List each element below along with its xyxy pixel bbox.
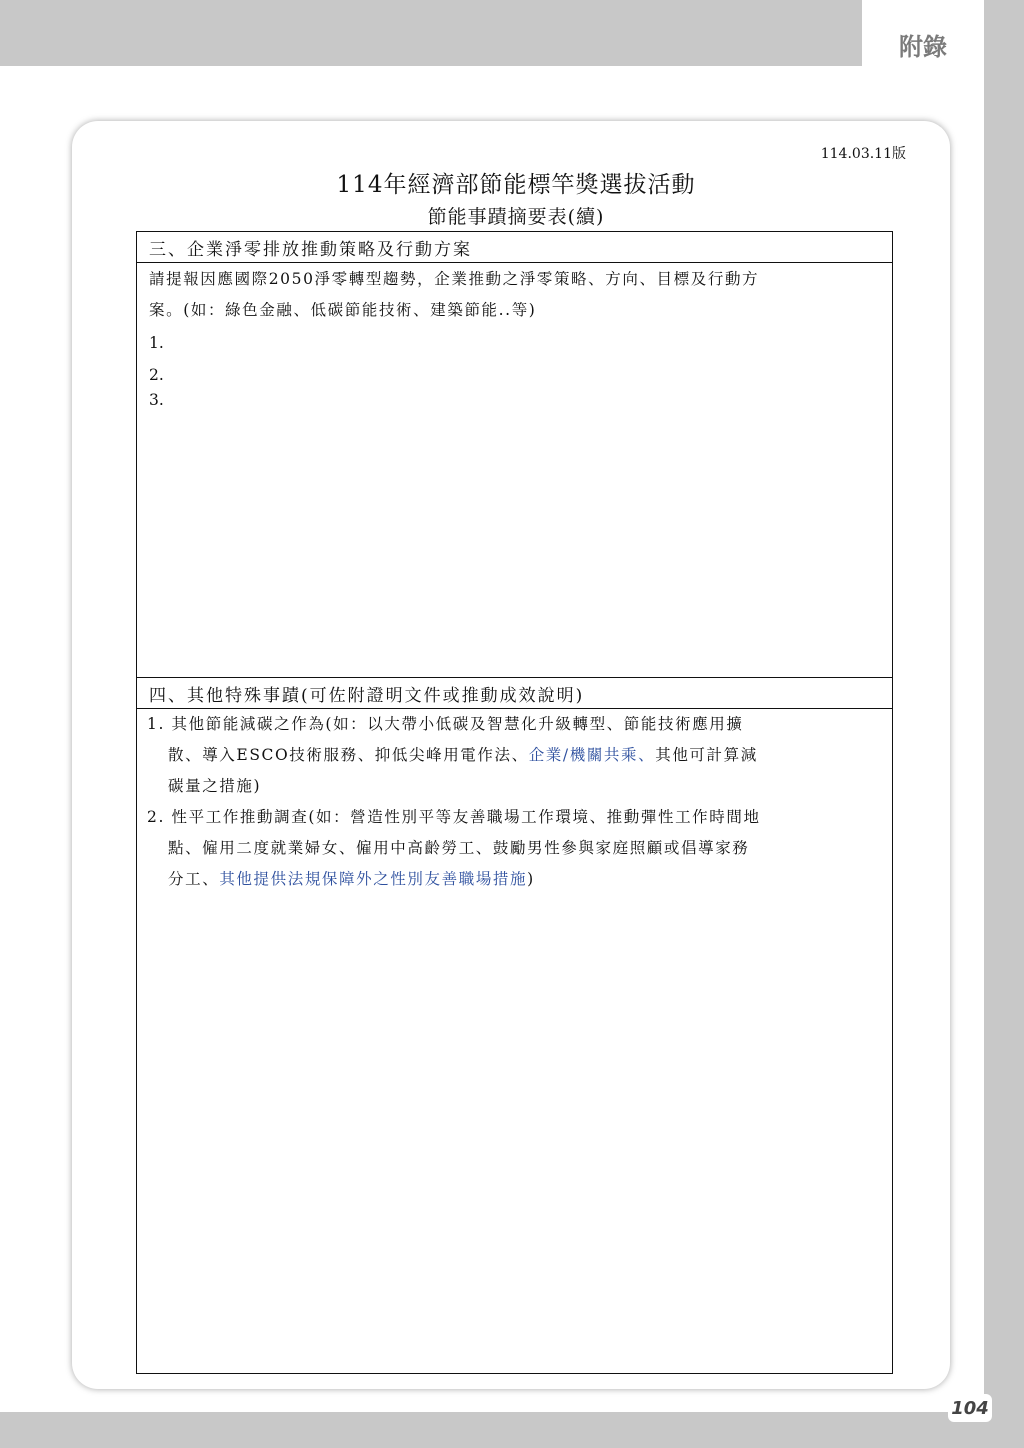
section3-instruction-line2: 案。(如：綠色金融、低碳節能技術、建築節能..等) <box>149 301 537 319</box>
page-subtitle: 節能事蹟摘要表(續) <box>427 206 605 228</box>
section4-item2-line3-text-c: ) <box>527 870 535 888</box>
section4-item1-line3: 碳量之措施) <box>168 777 262 795</box>
section4-item1-line2-text-a: 散、導入ESCO技術服務、抑低尖峰用電作法、 <box>168 746 529 764</box>
summary-form-table <box>136 231 893 1374</box>
right-gray-band <box>984 0 1024 1448</box>
version-label: 114.03.11版 <box>820 146 906 162</box>
section4-item1-line1: 1. 其他節能減碳之作為(如：以大帶小低碳及智慧化升級轉型、節能技術應用擴 <box>147 715 744 733</box>
section4-item1-line2-highlight: 企業/機關共乘、 <box>528 746 656 764</box>
section3-heading: 三、企業淨零排放推動策略及行動方案 <box>137 232 892 263</box>
top-gray-band <box>0 0 862 66</box>
section3-instruction-line1: 請提報因應國際2050淨零轉型趨勢，企業推動之淨零策略、方向、目標及行動方 <box>149 270 760 288</box>
section4-item2-line2: 點、僱用二度就業婦女、僱用中高齡勞工、鼓勵男性參與家庭照顧或倡導家務 <box>168 839 750 857</box>
section3-item-2: 2. <box>149 366 164 384</box>
page-number: 104 <box>948 1394 992 1422</box>
section3-item-1: 1. <box>149 334 164 352</box>
section4-item1-line2-text-c: 其他可計算減 <box>655 746 758 764</box>
page-title: 114年經濟部節能標竿獎選拔活動 <box>336 172 696 198</box>
section4-item2-line3 <box>168 864 535 895</box>
section3-item-3: 3. <box>149 391 164 409</box>
bottom-gray-band <box>0 1412 1024 1448</box>
section4-item1-line2 <box>168 740 758 771</box>
section4-item2-line3-highlight: 其他提供法規保障外之性別友善職場措施 <box>219 870 528 888</box>
section4-item2-line3-text-a: 分工、 <box>168 870 220 888</box>
section4-heading: 四、其他特殊事蹟(可佐附證明文件或推動成效說明) <box>137 678 892 709</box>
appendix-tab: 附錄 <box>862 22 984 66</box>
section4-item2-line1: 2. 性平工作推動調查(如：營造性別平等友善職場工作環境、推動彈性工作時間地 <box>147 808 761 826</box>
